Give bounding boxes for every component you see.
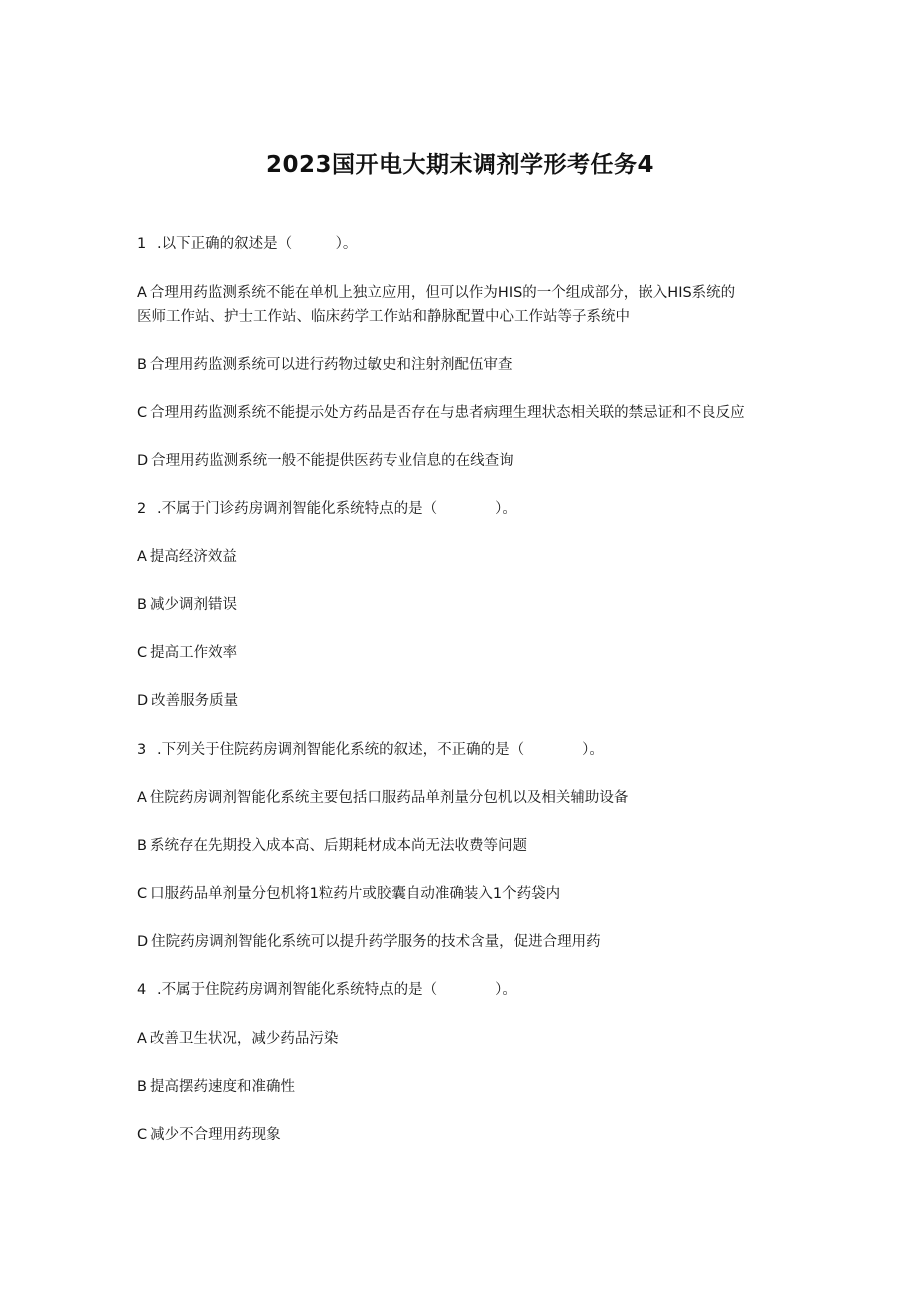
question-stem [137,498,797,520]
option-a [137,282,797,304]
question-stem [137,739,797,761]
question-number: 1 [137,236,147,252]
option-letter: A [137,1031,147,1047]
option-letter: B [137,1079,147,1095]
option-d [137,931,797,953]
option-letter: A [137,285,147,301]
option-a-continued [137,306,797,328]
option-b [137,1076,797,1098]
option-text: 系统存在先期投入成本高、后期耗材成本尚无法收费等问题 [149,838,527,854]
option-letter: D [137,453,149,469]
option-letter: D [137,693,149,709]
option-letter: C [137,886,148,902]
question-number: 4 [137,982,147,998]
option-letter: C [137,645,148,661]
option-text: 口服药品单剂量分包机将1粒药片或胶囊自动准确装入1个药袋内 [150,886,561,902]
question-text: .不属于门诊药房调剂智能化系统特点的是（ ）。 [157,501,517,517]
option-text: 提高经济效益 [149,549,237,565]
question-stem [137,979,797,1001]
option-letter: C [137,405,148,421]
option-letter: B [137,838,147,854]
option-text: 合理用药监测系统不能提示处方药品是否存在与患者病理生理状态相关联的禁忌证和不良反应 [150,405,745,421]
option-letter: D [137,934,149,950]
question-text: .不属于住院药房调剂智能化系统特点的是（ ）。 [157,982,517,998]
option-text: 合理用药监测系统一般不能提供医药专业信息的在线查询 [151,453,514,469]
option-letter: B [137,357,147,373]
option-c [137,1124,797,1146]
option-text: 减少调剂错误 [149,597,237,613]
option-text: 住院药房调剂智能化系统主要包括口服药品单剂量分包机以及相关辅助设备 [149,790,629,806]
option-text: 改善服务质量 [151,693,239,709]
option-text: 减少不合理用药现象 [150,1127,281,1143]
option-c [137,642,797,664]
option-b [137,835,797,857]
option-d [137,690,797,712]
option-a [137,1028,797,1050]
option-letter: A [137,549,147,565]
option-text: 提高工作效率 [150,645,238,661]
option-b [137,354,797,376]
question-text: .下列关于住院药房调剂智能化系统的叙述，不正确的是（ ）。 [157,742,604,758]
option-text: 住院药房调剂智能化系统可以提升药学服务的技术含量，促进合理用药 [151,934,601,950]
option-text: 合理用药监测系统可以进行药物过敏史和注射剂配伍审查 [149,357,513,373]
question-number: 3 [137,742,147,758]
option-c [137,883,797,905]
option-a [137,546,797,568]
option-a [137,787,797,809]
option-text: 医师工作站、护士工作站、临床药学工作站和静脉配置中心工作站等子系统中 [137,309,630,325]
option-text: 提高摆药速度和准确性 [149,1079,295,1095]
option-letter: B [137,597,147,613]
question-stem [137,233,797,255]
option-letter: A [137,790,147,806]
question-number: 2 [137,501,147,517]
option-c [137,402,797,424]
question-text: .以下正确的叙述是（ ）。 [157,236,358,252]
option-text: 合理用药监测系统不能在单机上独立应用，但可以作为HIS的一个组成部分，嵌入HIS系统的 [149,285,736,301]
option-b [137,594,797,616]
option-letter: C [137,1127,148,1143]
option-d [137,450,797,472]
document-title: 2023国开电大期末调剂学形考任务4 [265,152,655,178]
option-text: 改善卫生状况，减少药品污染 [149,1031,339,1047]
